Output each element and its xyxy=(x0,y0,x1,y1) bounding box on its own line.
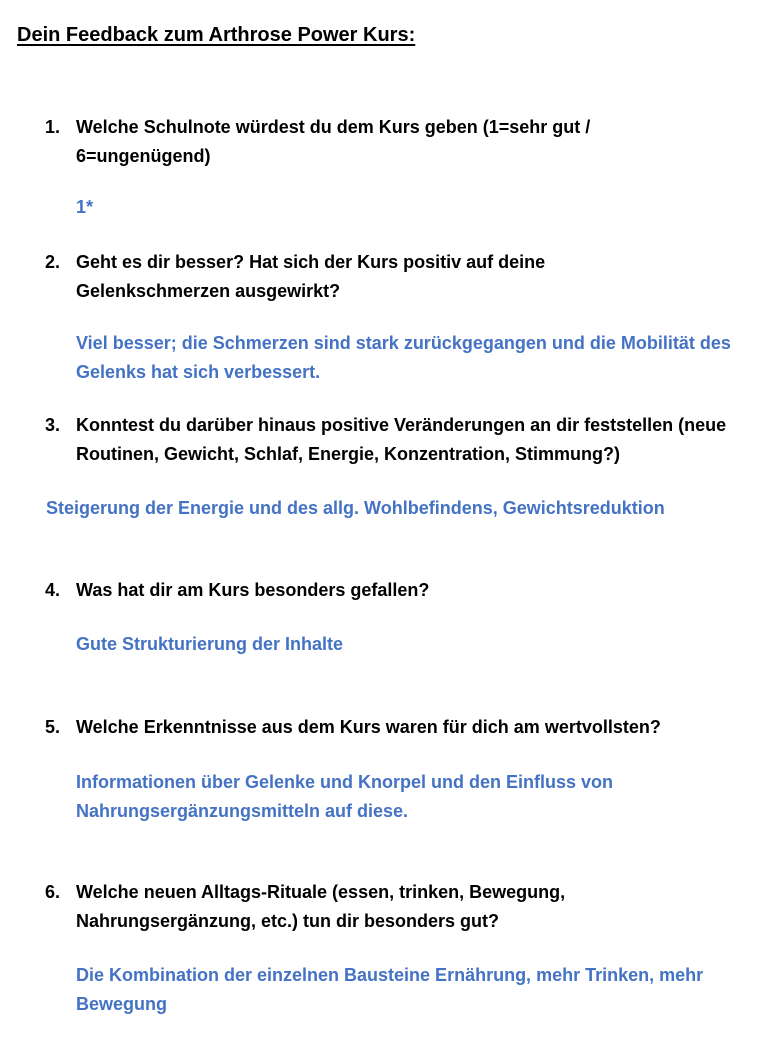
question-3 xyxy=(45,411,745,469)
question-5 xyxy=(45,713,745,742)
question-number: 2. xyxy=(45,252,61,272)
answer-2: Viel besser; die Schmerzen sind stark zurückgegangen und die Mobilität des Gelenks hat sich verbessert. xyxy=(76,333,731,382)
answer-1: 1* xyxy=(76,197,94,217)
question-4 xyxy=(45,576,745,605)
question-text: Was hat dir am Kurs besonders gefallen? xyxy=(76,580,430,600)
question-6 xyxy=(45,878,645,936)
question-number: 4. xyxy=(45,580,61,600)
answer-3: Steigerung der Energie und des allg. Wohlbefindens, Gewichtsreduktion xyxy=(46,498,665,518)
question-text: Geht es dir besser? Hat sich der Kurs positiv auf deine Gelenkschmerzen ausgewirkt? xyxy=(76,252,546,301)
question-number: 3. xyxy=(45,415,61,435)
question-number: 1. xyxy=(45,117,61,137)
question-text: Welche neuen Alltags-Rituale (essen, trinken, Bewegung, Nahrungsergänzung, etc.) tun dir besonders gut? xyxy=(76,882,566,931)
question-text: Konntest du darüber hinaus positive Veränderungen an dir feststellen (neue Routinen, Gewicht, Schlaf, Energie, Konzentration, Stimmung?) xyxy=(76,415,727,464)
question-number: 6. xyxy=(45,882,61,902)
question-number: 5. xyxy=(45,717,61,737)
question-1 xyxy=(45,113,645,171)
answer-6: Die Kombination der einzelnen Bausteine Ernährung, mehr Trinken, mehr Bewegung xyxy=(76,965,704,1014)
page-title: Dein Feedback zum Arthrose Power Kurs: xyxy=(17,24,416,46)
question-2 xyxy=(45,248,605,306)
answer-5: Informationen über Gelenke und Knorpel und den Einfluss von Nahrungsergänzungsmitteln auf diese. xyxy=(76,772,614,821)
question-text: Welche Erkenntnisse aus dem Kurs waren für dich am wertvollsten? xyxy=(76,717,661,737)
question-text: Welche Schulnote würdest du dem Kurs geben (1=sehr gut / 6=ungenügend) xyxy=(76,117,591,166)
answer-4: Gute Strukturierung der Inhalte xyxy=(76,634,344,654)
